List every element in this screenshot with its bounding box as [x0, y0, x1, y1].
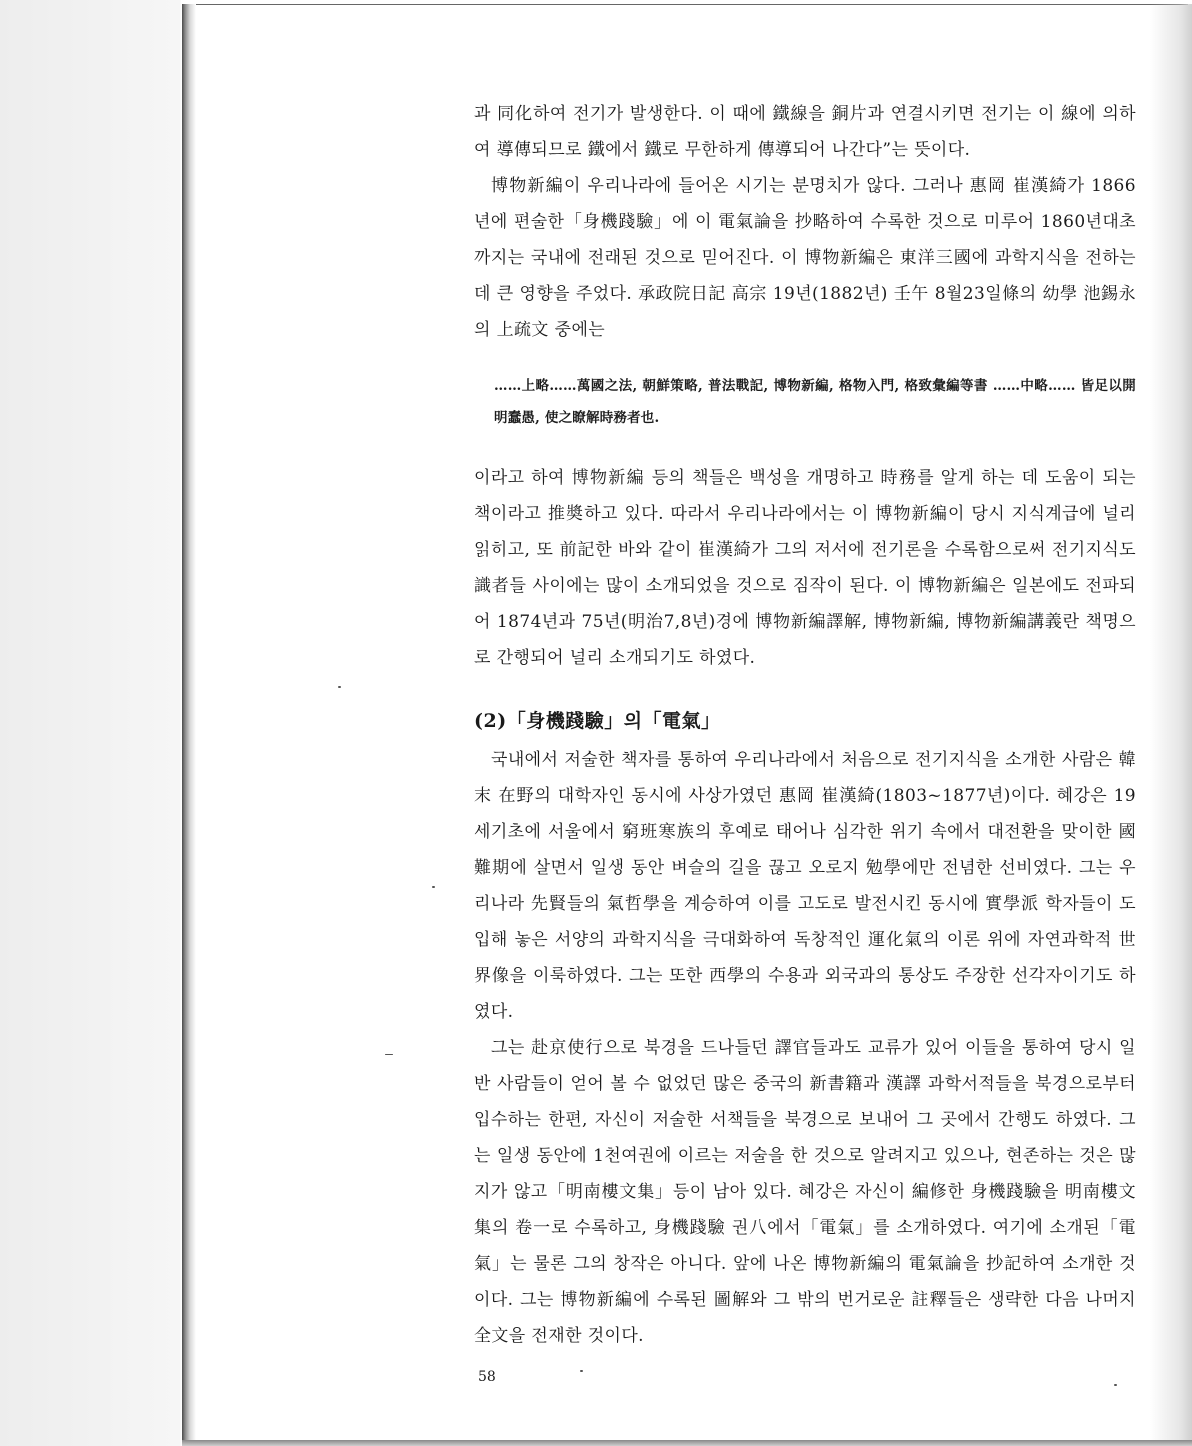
scan-speck	[338, 686, 341, 688]
page-edge-shadow	[1150, 4, 1192, 1446]
paragraph-after-quote: 이라고 하여 博物新編 등의 책들은 백성을 개명하고 時務를 알게 하는 데 도움이 되는 책이라고 推奬하고 있다. 따라서 우리나라에서는 이 博物新編이 당시 지식계급에 널리 읽히고, 또 前記한 바와 같이 崔漢綺가 그의 저서에 전기론을 수록함으로써 전기지식도 識者들 사이에는 많이 소개되었을 것으로 짐작이 된다. 이 博物新編은 일본에도 전파되어 1874년과 75년(明治7,8년)경에 博物新編譯解, 博物新編, 博物新編講義란 책명으로 간행되어 널리 소개되기도 하였다.	[474, 468, 1136, 668]
paragraph-bowunsinpyeon-intro: 博物新編이 우리나라에 들어온 시기는 분명치가 않다. 그러나 惠岡 崔漢綺가 1866년에 편술한「身機踐驗」에 이 電氣論을 抄略하여 수록한 것으로 미루어 1860년대초까지는 국내에 전래된 것으로 믿어진다. 이 博物新編은 東洋三國에 과학지식을 전하는 데 큰 영향을 주었다. 承政院日記 高宗 19년(1882년) 壬午 8월23일條의 幼學 池錫永의 上疏文 중에는	[474, 176, 1136, 340]
paragraph-choi-hangi: 국내에서 저술한 책자를 통하여 우리나라에서 처음으로 전기지식을 소개한 사람은 韓末 在野의 대학자인 동시에 사상가였던 惠岡 崔漢綺(1803~1877년)이다. 혜강은 19세기초에 서울에서 窮班寒族의 후예로 태어나 심각한 위기 속에서 대전환을 맞이한 國難期에 살면서 일생 동안 벼슬의 길을 끊고 오로지 勉學에만 전념한 선비였다. 그는 우리나라 先賢들의 氣哲學을 계승하여 이를 고도로 발전시킨 동시에 實學派 학자들이 도입해 놓은 서양의 과학지식을 극대화하여 독창적인 運化氣의 이론 위에 자연과학적 世界像을 이룩하였다. 그는 또한 西學의 수용과 외국과의 통상도 주장한 선각자이기도 하였다.	[474, 750, 1136, 1022]
section-heading: (2)「身機踐驗」의「電氣」	[474, 710, 721, 732]
scan-speck	[580, 1370, 583, 1372]
scan-speck	[385, 1054, 393, 1055]
page-number: 58	[478, 1369, 496, 1385]
page-spine-shadow	[182, 4, 196, 1442]
paragraph-electricity-intro: 그는 赴京使行으로 북경을 드나들던 譯官들과도 교류가 있어 이들을 통하여 당시 일반 사람들이 얻어 볼 수 없었던 많은 중국의 新書籍과 漢譯 과학서적들을 북경으로부터 입수하는 한편, 자신이 저술한 서책들을 북경으로 보내어 그 곳에서 간행도 하였다. 그는 일생 동안에 1천여권에 이르는 저술을 한 것으로 알려지고 있으나, 현존하는 것은 많지가 않고「明南樓文集」등이 남아 있다. 혜강은 자신이 編修한 身機踐驗을 明南樓文集의 卷一로 수록하고, 身機踐驗 권八에서「電氣」를 소개하였다. 여기에 소개된「電氣」는 물론 그의 창작은 아니다. 앞에 나온 博物新編의 電氣論을 抄記하여 소개한 것이다. 그는 博物新編에 수록된 圖解와 그 밖의 번거로운 註釋들은 생략한 다음 나머지 全文을 전재한 것이다.	[474, 1038, 1136, 1346]
paragraph-continuation: 과 同化하여 전기가 발생한다. 이 때에 鐵線을 銅片과 연결시키면 전기는 이 線에 의하여 導傳되므로 鐵에서 鐵로 무한하게 傳導되어 나간다”는 뜻이다.	[474, 104, 1136, 160]
scan-speck	[432, 886, 435, 888]
page-body	[474, 96, 1136, 1354]
page-bottom-edge	[182, 1440, 1192, 1446]
block-quote: ……上略……萬國之法, 朝鮮策略, 普法戰記, 博物新編, 格物入門, 格致彙編等書 ……中略…… 皆足以開明蠢愚, 使之瞭解時務者也.	[494, 378, 1136, 426]
scan-speck	[1114, 1384, 1117, 1386]
